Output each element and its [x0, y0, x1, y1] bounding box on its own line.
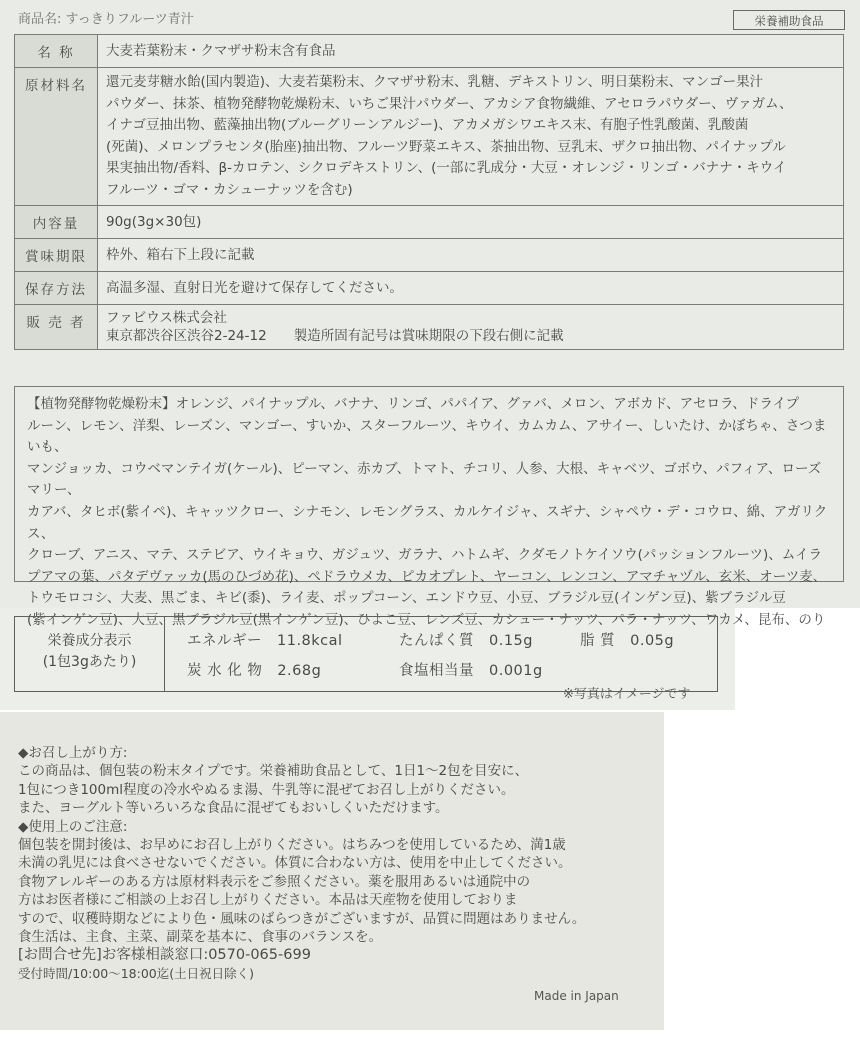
- caution-line: 方はお医者様にご相談の上お召し上がりください。本品は天産物を使用しておりま: [18, 892, 518, 909]
- ingredients-line: パウダー、抹茶、植物発酵物乾燥粉末、いちご果汁パウダー、アカシア食物繊維、アセロラパウダー、ヴァガム、: [106, 95, 793, 112]
- seller-label: 販 売 者: [15, 305, 98, 350]
- photo-note: ※写真はイメージです: [563, 687, 691, 702]
- expiry-value: 枠外、箱右下上段に記載: [98, 239, 844, 272]
- caution-line: 未満の乳児には食べさせないでください。体質に合わない方は、使用を中止してください。: [18, 855, 572, 872]
- name-label: 名 称: [15, 35, 98, 68]
- spec-row-seller: [15, 305, 844, 350]
- usage-heading: ◆お召し上がり方:: [18, 745, 128, 761]
- ingredients-value: [98, 68, 844, 206]
- carbs-value: 炭 水 化 物 2.68g: [187, 663, 322, 679]
- fermented-line: プアマの葉、パタデヴァッカ(馬のひづめ花)、ペドラウメカ、ピカオプレト、ヤーコン、レンコン、アマチャヅル、玄米、オーツ麦、: [27, 568, 827, 585]
- expiry-label: 賞味期限: [15, 239, 98, 272]
- salt-value: 食塩相当量 0.001g: [399, 663, 543, 679]
- fermented-line: ルーン、レモン、洋梨、レーズン、マンゴー、すいか、スターフルーツ、キウイ、カムカム、アサイー、しいたけ、かぼちゃ、さつまいも、: [27, 417, 827, 456]
- nutrition-title: [15, 617, 165, 691]
- storage-value: 高温多湿、直射日光を避けて保存してください。: [98, 272, 844, 305]
- nutrition-title-sub: (1包3gあたり): [42, 654, 137, 670]
- spec-table: [14, 34, 844, 350]
- nutrition-table: [14, 616, 718, 692]
- category-badge: 栄養補助食品: [733, 10, 845, 30]
- fermented-line: カアバ、タヒボ(紫イペ)、キャッツクロー、シナモン、レモングラス、カルケイジャ、スギナ、シャペウ・デ・コウロ、綿、アガリクス、: [27, 503, 828, 542]
- seller-value: [98, 305, 844, 350]
- fermented-ingredients-box: [14, 386, 844, 628]
- ingredients-line: フルーツ・ゴマ・カシューナッツを含む): [106, 181, 353, 198]
- caution-line: すので、収穫時期などにより色・風味のばらつきがございますが、品質に問題はありません。: [18, 910, 586, 927]
- ingredients-label: 原材料名: [15, 68, 98, 206]
- usage-line: この商品は、個包装の粉末タイプです。栄養補助食品として、1日1〜2包を目安に、: [18, 763, 529, 780]
- nutrition-title-main: 栄養成分表示: [47, 633, 132, 649]
- hours-line: 受付時間/10:00〜18:00迄(土日祝日除く): [18, 965, 255, 981]
- diet-note: 食生活は、主食、主菜、副菜を基本に、食事のバランスを。: [18, 929, 383, 946]
- ingredients-line: (死菌)、メロンプラセンタ(胎座)抽出物、フルーツ野菜エキス、茶抽出物、豆乳末、ザクロ抽出物、パイナップル: [106, 138, 786, 155]
- fermented-line: クローブ、アニス、マテ、ステビア、ウイキョウ、ガジュツ、ガラナ、ハトムギ、クダモノトケイソウ(パッションフルーツ)、ムイラ: [27, 547, 823, 564]
- content-value: 90g(3g×30包): [98, 206, 844, 239]
- fermented-line: マンジョッカ、コウベマンテイガ(ケール)、ピーマン、赤カブ、トマト、チコリ、人参、大根、キャベツ、ゴボウ、パフィア、ローズマリー、: [27, 460, 822, 499]
- content-label: 内容量: [15, 206, 98, 239]
- usage-line: 1包につき100ml程度の冷水やぬるま湯、牛乳等に混ぜてお召し上がりください。: [18, 781, 515, 798]
- usage-instructions: [18, 744, 658, 983]
- ingredients-line: 果実抽出物/香料、β-カロテン、シクロデキストリン、(一部に乳成分・大豆・オレンジ・リンゴ・バナナ・キウイ: [106, 160, 787, 176]
- fermented-line: トウモロコシ、大麦、黒ごま、キビ(黍)、ライ麦、ポップコーン、エンドウ豆、小豆、ブラジル豆(インゲン豆)、紫ブラジル豆: [27, 590, 786, 607]
- energy-value: エネルギー 11.8kcal: [187, 633, 343, 649]
- fermented-line: 【植物発酵物乾燥粉末】オレンジ、パイナップル、バナナ、リンゴ、パパイア、グァバ、メロン、アボカド、アセロラ、ドライプ: [27, 396, 800, 412]
- product-name: 商品名: すっきりフルーツ青汁: [18, 12, 194, 27]
- name-value: 大麦若葉粉末・クマザサ粉末含有食品: [98, 35, 844, 68]
- spec-row-name: [15, 35, 844, 68]
- spec-row-ingredients: [15, 68, 844, 206]
- fermented-line: (紫インゲン豆)、大豆、黒ブラジル豆(黒インゲン豆)、ひよこ豆、レンズ豆、カシュー・ナッツ、パラ・ナッツ、ワカメ、昆布、のり: [27, 611, 826, 628]
- seller-company: ファビウス株式会社: [106, 310, 227, 326]
- contact-line: [お問合せ先]お客様相談窓口:0570-065-699: [18, 947, 311, 964]
- ingredients-line: 還元麦芽糖水飴(国内製造)、大麦若葉粉末、クマザサ粉末、乳糖、デキストリン、明日葉粉末、マンゴー果汁: [106, 74, 764, 90]
- caution-line: 個包装を開封後は、お早めにお召し上がりください。はちみつを使用しているため、満1歳: [18, 837, 566, 854]
- caution-heading: ◆使用上のご注意:: [18, 818, 128, 835]
- protein-value: たんぱく質 0.15g: [399, 633, 533, 649]
- storage-label: 保存方法: [15, 272, 98, 305]
- ingredients-line: イナゴ豆抽出物、藍藻抽出物(ブルーグリーンアルジー)、アカメガシワエキス末、有胞子性乳酸菌、乳酸菌: [106, 117, 749, 133]
- spec-row-content: [15, 206, 844, 239]
- spec-row-storage: [15, 272, 844, 305]
- fat-value: 脂 質 0.05g: [580, 633, 675, 649]
- seller-address: 東京都渋谷区渋谷2-24-12 製造所固有記号は賞味期限の下段右側に記載: [106, 328, 564, 344]
- caution-line: 食物アレルギーのある方は原材料表示をご参照ください。薬を服用あるいは通院中の: [18, 873, 531, 890]
- made-in-japan: Made in Japan: [534, 989, 619, 1003]
- usage-line: また、ヨーグルト等いろいろな食品に混ぜてもおいしくいただけます。: [18, 800, 449, 817]
- spec-row-expiry: [15, 239, 844, 272]
